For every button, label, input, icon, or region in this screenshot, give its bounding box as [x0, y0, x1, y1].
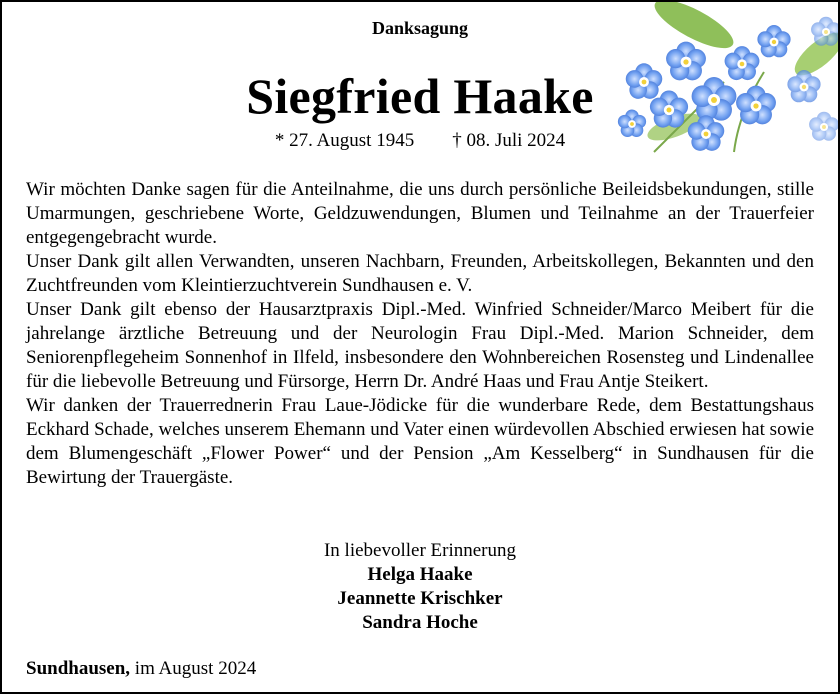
deceased-name: Siegfried Haake	[246, 68, 594, 124]
date: im August 2024	[134, 658, 257, 679]
thanks-paragraph: Unser Dank gilt allen Verwandten, unseren Nachbarn, Freunden, Arbeitskollegen, Bekannten und den Zuchtfreunden vom Kleintierzuchtverein Sundhausen e. V.	[26, 251, 814, 296]
thanks-paragraph: Unser Dank gilt ebenso der Hausarztpraxis Dipl.-Med. Winfried Schneider/Marco Meibert für die jahrelange ärztliche Betreuung und der Neurologin Frau Dipl.-Med. Marion Schneider, dem Seniorenpflegeheim Sonnenhof in Ilfeld, insbesondere den Wohnbereichen Rosensteg und Lindenallee für die liebevolle Betreuung und Fürsorge, Herrn Dr. André Haas und Frau Antje Steikert.	[26, 299, 814, 392]
thanks-paragraph: Wir möchten Danke sagen für die Anteilnahme, die uns durch persönliche Beileidsbekundungen, stille Umarmungen, geschriebene Worte, Geldzuwendungen, Blumen und Teilnahme an der Trauerfeier entgegengebracht wurde.	[26, 179, 814, 248]
life-dates	[2, 130, 838, 152]
death-date: † 08. Juli 2024	[452, 130, 566, 151]
thanks-paragraph: Wir danken der Trauerrednerin Frau Laue-Jödicke für die wunderbare Rede, dem Bestattungshaus Eckhard Schade, welches unserem Ehemann und Vater einen würdevollen Abschied erwiesen hat sowie dem Blumengeschäft „Flower Power“ und der Pension „Am Kesselberg“ in Sundhausen für die Bewirtung der Trauergäste.	[26, 395, 814, 488]
thanks-text	[26, 178, 814, 490]
birth-date: * 27. August 1945	[274, 130, 415, 151]
notice-heading: Danksagung	[371, 18, 469, 38]
signatory-name: Jeannette Krischker	[337, 588, 503, 609]
place-date	[26, 658, 256, 680]
signatory-name: Sandra Hoche	[362, 612, 478, 633]
closing-block	[2, 539, 838, 635]
place: Sundhausen,	[26, 658, 131, 679]
closing-line: In liebevoller Erinnerung	[323, 540, 517, 561]
signatory-name: Helga Haake	[367, 564, 473, 585]
